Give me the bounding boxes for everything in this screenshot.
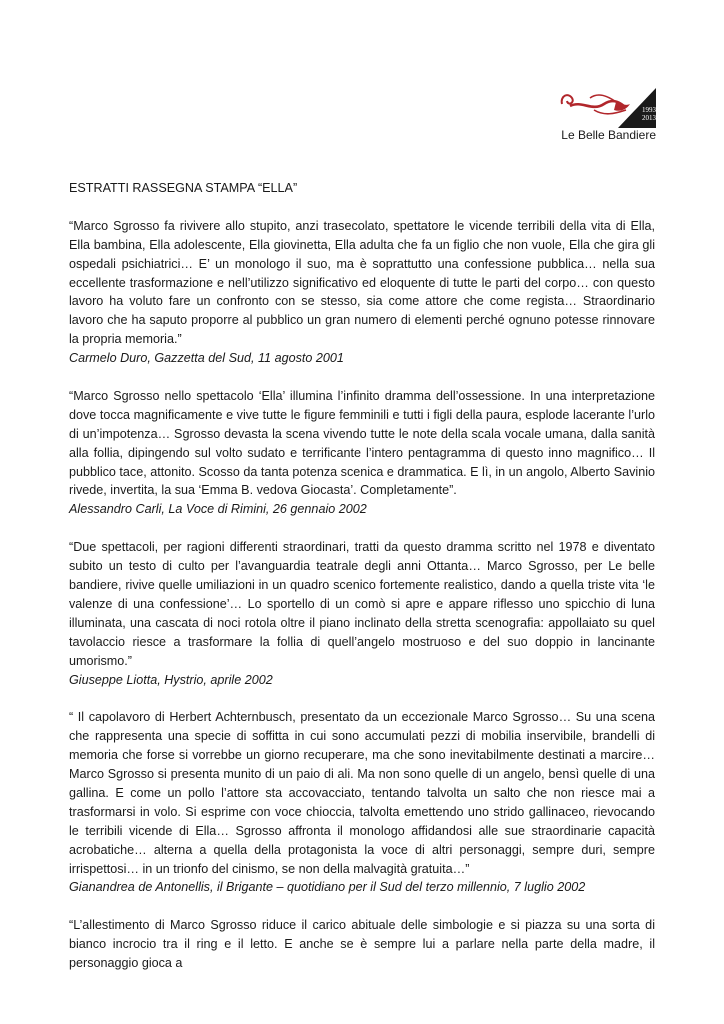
document-title: ESTRATTI RASSEGNA STAMPA “ELLA”	[69, 181, 298, 195]
logo-year-end: 2013	[642, 114, 656, 122]
review-quote: “Due spettacoli, per ragioni differenti straordinari, tratti da questo dramma scritto nel 1978 e diventato subito un testo di culto per l’avanguardia teatrale degli anni Ottanta… Marco Sgrosso, per Le belle bandiere, rivive quelle umiliazioni in un quadro scenico fortemente realistico, dando a quella triste vita ‘le valenze di una confessione’… Lo sportello di un comò si apre e appare riflesso uno spicchio di luna illuminata, una cascata di noci rotola oltre il piano inclinato della stretta scenografia: appollaiato su quel tavolaccio riesce a trasformare la follia di quell’angelo mostruoso e del suo doppio in lancinante umorismo.”	[69, 540, 655, 668]
review-source: Carmelo Duro, Gazzetta del Sud, 11 agosto 2001	[69, 351, 344, 366]
company-logo	[548, 82, 658, 146]
review-quote: “Marco Sgrosso nello spettacolo ‘Ella’ illumina l’infinito dramma dell’ossessione. In una interpretazione dove tocca magnificamente e vive tutte le figure femminili e tutti i figli della paura, esplode lacerante l’urlo di un’impotenza… Sgrosso devasta la scena vivendo tutte le note della scala vocale umana, dalla sanità alla follia, dipingendo sul volto sudato e terrificante l’intero pentagramma di questo inno magnifico… Il pubblico tace, attonito. Scosso da tanta potenza scenica e drammatica. E lì, in un angolo, Alberto Savinio rivede, invertita, la sua ‘Emma B. vedova Giocasta’. Completamente”.	[69, 388, 655, 498]
logo-year-start: 1993	[642, 106, 656, 114]
review-source: Alessandro Carli, La Voce di Rimini, 26 gennaio 2002	[69, 502, 367, 517]
review-quote: “ Il capolavoro di Herbert Achternbusch, presentato da un eccezionale Marco Sgrosso… Su una scena che rappresenta una specie di soffitta in cui sono accumulati pezzi di mobilia inservibile, brandelli di memoria che forse si vorrebbe un giorno recuperare, ma che sono inevitabilmente destinati a marcire… Marco Sgrosso si presenta munito di un paio di ali. Ma non sono quelle di un angelo, bensì quelle di una gallina. E come un pollo l’attore sta accovacciato, tentando talvolta un salto che non riesce mai a trasformarsi in volo. Si esprime con voce chioccia, talvolta emettendo uno strido gallinaceo, rievocando le terribili vicende di Ella… Sgrosso affronta il monologo affidandosi alle sue straordinarie capacità acrobatiche… alterna a quella della protagonista la voce di altri personaggi, sempre duri, sempre irrispettosi… in un trionfo del cinismo, se non della malvagità gratuita…”	[69, 710, 655, 876]
document-body	[69, 179, 655, 973]
review-quote: “Marco Sgrosso fa rivivere allo stupito, anzi trasecolato, spettatore le vicende terribili della vita di Ella, Ella bambina, Ella adolescente, Ella giovinetta, Ella adulta che fa un figlio che non vuole, Ella che gira gli ospedali psichiatrici… E’ un monologo il suo, ma è soprattutto una confessione pubblica… nella sua eccellente trasformazione e nell’utilizzo significativo ed eloquente di tutte le parti del corpo… con questo lavoro ha voluto fare un confronto con se stesso, sia come attore che come regista… Straordinario lavoro che ha saputo proporre al pubblico un gran numero di elementi perché ognuno potesse rinnovare la propria memoria.”	[69, 218, 655, 347]
review-quote: “L’allestimento di Marco Sgrosso riduce il carico abituale delle simbologie e si piazza su una sorta di bianco incrocio tra il ring e il letto. E anche se è sempre lui a parlare nella parte della madre, il personaggio gioca a	[69, 918, 655, 971]
logo-emblem-icon	[556, 82, 656, 128]
review-source: Gianandrea de Antonellis, il Brigante – quotidiano per il Sud del terzo millennio, 7 luglio 2002	[69, 880, 586, 895]
review-source: Giuseppe Liotta, Hystrio, aprile 2002	[69, 672, 273, 687]
logo-caption: Le Belle Bandiere	[561, 128, 656, 142]
